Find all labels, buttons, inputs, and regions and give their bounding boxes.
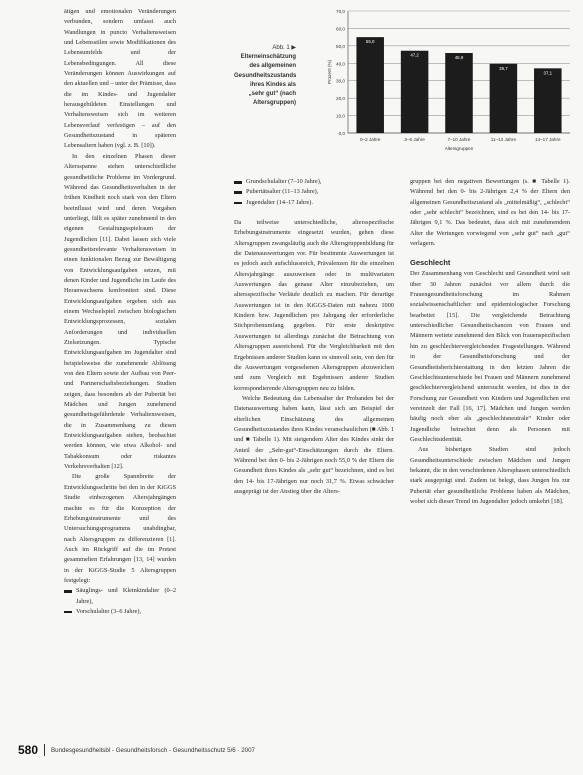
bar xyxy=(534,68,562,133)
paragraph: gruppen bei den negativen Bewertungen (s. ■ Tabelle 1). Während bei den 0- bis 2-Jährigen 2,4 % der Eltern den allgemeinen Gesundheitszustand als „mittelmäßig“, „schlecht“ oder „sehr schlecht“ bezeichnen, sind es bei den 14- bis 17-Jährigen 9,1 %. Das bedeutet, dass sich mit zunehmendem Alter die Wertungen vorwiegend von „sehr gut“ nach „gut“ verlagern. xyxy=(410,178,570,248)
bar xyxy=(356,37,384,133)
y-tick-label: 0,0 xyxy=(338,131,345,136)
data-label: 37,1 xyxy=(543,70,553,76)
paragraph: In den einzelnen Phasen dieser Altersspanne stehen unterschiedliche gesundheitliche Probleme im Vordergrund. Während das Gesundheitsverhalten in der frühen Kindheit noch stark von den Eltern beeinflusst wird und deren Vorgaben unterliegt, fällt es später zunehmend in den eigenen Gestaltungsspielraum der Jugendlichen [11]. Dabei lassen sich viele gesundheitsrelevante Verhaltensweisen in einen funktionalen Bezug zur Bewältigung von Entwicklungsaufgaben setzen, mit denen Kinder und Jugendliche im Laufe des Heranwachsens konfrontiert sind. Diese Entwicklungsaufgaben ergeben sich aus einem Wechselspiel zwischen biologischen Entwicklungsprozessen, sozialen Anforderungen und individuellen Zielsetzungen. Typische Entwicklungsaufgaben im Jugendalter sind beispielsweise die zunehmende Ablösung von den Eltern sowie der Aufbau von Peer- und Partnerschaftsbeziehungen. Studien zeigen, dass besonders ab der Pubertät bei Mädchen und Jungen zunehmend gesundheitsgefährdende Verhaltensweisen, die in Zusammenhang zu diesen Entwicklungsaufgaben stehen, beobachtet werden können, wie etwa Alkohol- und Tabakkonsum oder riskantes Verkehrsverhalten [12]. xyxy=(64,152,176,471)
text-column-right xyxy=(410,177,570,507)
y-tick-label: 50,0 xyxy=(336,43,345,49)
list-item: Säuglings- und Kleinkindalter (0–2 Jahre), xyxy=(64,586,176,607)
y-tick-label: 40,0 xyxy=(336,61,345,67)
x-tick-label: 14–17 Jahre xyxy=(535,137,561,142)
bar xyxy=(401,51,429,133)
figure-label: Abb. 1 ▶ xyxy=(272,45,296,51)
list-item: Pubertätsalter (11–13 Jahre), xyxy=(234,187,394,197)
paragraph: Die große Spannbreite der Entwicklungsschritte bei den in der KiGGS Studie einbezogenen Altersjahrgängen machte es für die Konzeption der Erhebungsinstrumente und des Untersuchungsprogramms unabdingbar, nach Altersgruppen zu differenzieren [1]. Auch im Rückgriff auf die im Pretest gesammelten Erfahrungen [13, 14] wurden in der KiGGS-Studie 5 Altersgruppen festgelegt: xyxy=(64,473,176,584)
y-tick-label: 70,0 xyxy=(336,9,345,14)
section-heading: Geschlecht xyxy=(410,258,451,268)
page-number: 580 xyxy=(18,743,39,757)
y-axis-label: Prozent (%) xyxy=(327,59,332,85)
data-label: 39,7 xyxy=(499,65,508,71)
journal-citation: Bundesgesundheitsbl - Gesundheitsforsch - Gesundheitsschutz 5/6 · 2007 xyxy=(51,746,255,754)
paragraph: Der Zusammenhang von Geschlecht und Gesundheit wird seit über 30 Jahren zunächst vor allem durch die Frauengesundheitsforschung im Rahmen sozialwissenschaftlicher und epidemiologischer Forschung bearbeitet [15]. Die vergleichende Betrachtung unterschiedlicher Gesundheitschancen von Frauen und Männern weitete zunehmend den Blick von frauenspezifischen hin zu geschlechtervergleichenden Fragestellungen. Während in der Gesundheitsforschung und der Gesundheitsberichterstattung in den letzten Jahren die Geschlechtsunterschiede bei Frauen und Männern zunehmend geschlechtervergleichend untersucht werden, ist dies in der Forschung zur Gesundheit von Kindern und Jugendlichen erst vereinzelt der Fall [16, 17]. Mädchen und Jungen werden häufig noch eher als „geschlechtsneutrale“ Kinder oder Jugendliche betrachtet denn als Personen mit Geschlechtsidentität. xyxy=(410,270,570,443)
y-tick-label: 10,0 xyxy=(336,113,345,119)
footer-divider xyxy=(44,744,45,756)
list-item: Vorschulalter (3–6 Jahre), xyxy=(64,607,176,617)
bullet-icon xyxy=(234,202,242,205)
y-tick-label: 60,0 xyxy=(336,26,345,32)
data-label: 45,9 xyxy=(454,55,464,61)
data-label: 55,0 xyxy=(365,39,375,45)
bar-chart xyxy=(300,3,575,163)
bar xyxy=(490,64,518,133)
data-label: 47,2 xyxy=(410,52,419,58)
y-tick-label: 20,0 xyxy=(336,96,345,102)
bullet-icon xyxy=(234,181,242,184)
page-footer xyxy=(18,743,255,757)
paragraph: ätigen und emotionalen Veränderungen verbunden, sondern umfasst auch Wandlungen in puncto Verhaltensweisen und Lebensstilen sowie Modifikationen des Lebensumfelds und der Lebensbedingungen. All diese Veränderungen können Auswirkungen auf den aktuellen und – unter der Prämisse, dass die im Kindes- und Jugendalter herausgebildeten Einstellungen und Verhaltensweisen sich im weiteren Lebensverlauf verfestigen – auf den Gesundheitszustand in späteren Lebensaltern haben (vgl. z. B. [10]). xyxy=(64,8,176,150)
text-column-left xyxy=(64,7,176,617)
text-column-middle xyxy=(234,177,394,497)
y-tick-label: 30,0 xyxy=(336,78,345,84)
list-item: Jugendalter (14–17 Jahre). xyxy=(234,198,394,208)
paragraph: Aus bisherigen Studien sind jedoch Gesundheitsunterschiede zwischen Mädchen und Jungen bekannt, die in den verschiedenen Altersphasen unterschiedlich stark ausgeprägt sind. Zudem ist belegt, dass Jungen bis zur Pubertät eher gesundheitliche Probleme haben als Mädchen, wobei sich dieser Trend im Jugendalter jedoch umkehrt [18]. xyxy=(410,446,570,505)
figure-caption xyxy=(234,44,296,108)
list-item: Grundschulalter (7–10 Jahre), xyxy=(234,177,394,187)
x-tick-label: 11–13 Jahre xyxy=(490,137,517,142)
x-tick-label: 7–10 Jahre xyxy=(447,137,471,142)
paragraph: Da teilweise unterschiedliche, altersspezifische Erhebungsinstrumente eingesetzt wurden, gehen diese Altersgruppen zwangsläufig auch die Altersgruppenbildung für die Datenauswertungen vor. Für bestimmte Auswertungen ist es jedoch auch aufschlussreich, Prävalenzen für die einzelnen Altersjahrgänge auszuweisen oder in multivariaten Auswertungen das genaue Alter einzubeziehen, um altersspezifische Verläufe deutlich zu machen. Für derartige Auswertungen ist in den KiGGS-Daten mit nahezu 1000 Kindern bzw. Jugendlichen pro Jahrgang der erforderliche Stichprobenumfang gegeben. Für erste deskriptive Auswertungen ist allerdings zunächst die Betrachtung von Altersgruppen ausreichend. Für die Vergleichbarkeit mit den Ergebnissen anderer Studien kann es sinnvoll sein, von den für die Auswertungen vorgesehenen Altersgruppen abzuweichen und zum Vergleich mit Ergebnissen anderer Studien korrespondierende Altersgruppen neu zu bilden. xyxy=(234,219,394,392)
figure-caption-text: Elterneinschätzung des allgemeinen Gesundheitszustands ihres Kindes als „sehr gut“ (nach Altersgruppen) xyxy=(234,54,297,107)
bar xyxy=(445,53,473,133)
x-axis-label: Altersgruppen xyxy=(444,146,474,151)
bullet-icon xyxy=(64,611,72,614)
x-tick-label: 0–2 Jahre xyxy=(359,137,381,142)
bullet-icon xyxy=(64,590,72,593)
paragraph: Welche Bedeutung das Lebensalter der Probanden bei der Datenauswertung haben kann, lässt sich am Beispiel der elterlichen Einschätzung des allgemeinen Gesundheitszustandes ihres Kindes veranschaulichen (■ Abb. 1 und ■ Tabelle 1). Mit steigendem Alter des Kindes sinkt der Anteil der „Sehr-gut“-Einschätzungen durch die Eltern. Während bei den 0- bis 2-Jährigen noch 55,0 % der Eltern die Gesundheit ihres Kindes als „sehr gut“ bezeichnen, sind es bei den 14- bis 17-Jährigen nur noch 31,7 %. Etwas schwächer ausgeprägt ist der Anstieg über die Alters- xyxy=(234,394,394,495)
x-tick-label: 3–6 Jahre xyxy=(404,137,425,142)
bullet-icon xyxy=(234,191,242,194)
